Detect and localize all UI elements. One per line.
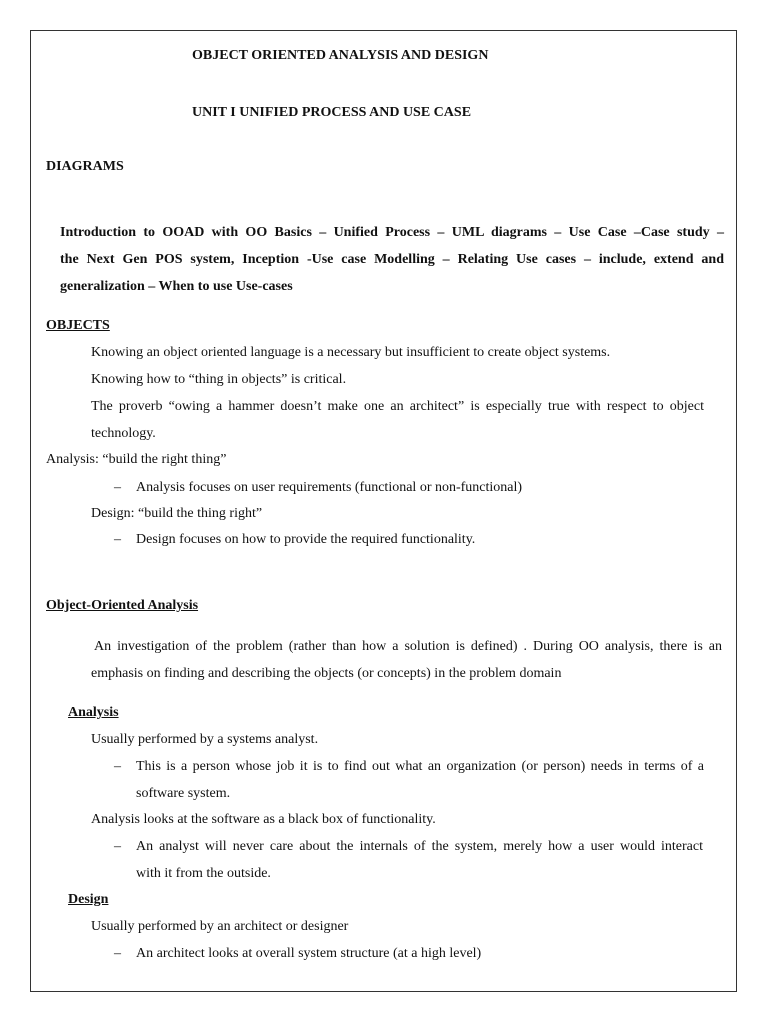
design-bullet: Design focuses on how to provide the required functionality. xyxy=(136,532,476,547)
bullet-dash: – xyxy=(114,839,121,854)
analysis-bullet-2: An analyst will never care about the internals of the system, merely how a user would interact xyxy=(136,839,703,854)
bullet-dash: – xyxy=(114,946,121,961)
bullet-dash: – xyxy=(114,759,121,774)
objects-heading: OBJECTS xyxy=(46,318,110,333)
analysis-paragraph-1: Usually performed by a systems analyst. xyxy=(91,732,319,747)
unit-title: UNIT I UNIFIED PROCESS AND USE CASE xyxy=(192,105,472,120)
syllabus-line-2: the Next Gen POS system, Inception -Use case Modelling – Relating Use cases – include, extend and xyxy=(60,252,724,267)
ooa-paragraph: An investigation of the problem (rather than how a solution is defined) . During OO analysis, there is an xyxy=(94,639,722,654)
design-bullet-1: An architect looks at overall system structure (at a high level) xyxy=(136,946,482,961)
objects-paragraph-3: The proverb “owing a hammer doesn’t make one an architect” is especially true with respect to object xyxy=(91,399,704,414)
design-label: Design: “build the thing right” xyxy=(91,506,263,521)
analysis-heading: Analysis xyxy=(68,705,119,720)
analysis-bullet-1-cont: software system. xyxy=(136,786,231,801)
analysis-bullet: Analysis focuses on user requirements (functional or non-functional) xyxy=(136,480,523,495)
analysis-paragraph-2: Analysis looks at the software as a black box of functionality. xyxy=(91,812,436,827)
bullet-dash: – xyxy=(114,532,121,547)
objects-paragraph-2: Knowing how to “thing in objects” is critical. xyxy=(91,372,347,387)
analysis-label: Analysis: “build the right thing” xyxy=(46,452,227,467)
syllabus-line-1: Introduction to OOAD with OO Basics – Unified Process – UML diagrams – Use Case –Case study – xyxy=(60,225,724,240)
design-heading: Design xyxy=(68,892,109,907)
objects-paragraph-1: Knowing an object oriented language is a necessary but insufficient to create object systems. xyxy=(91,345,611,360)
syllabus-line-3: generalization – When to use Use-cases xyxy=(60,279,293,294)
design-paragraph-1: Usually performed by an architect or designer xyxy=(91,919,349,934)
analysis-bullet-2-cont: with it from the outside. xyxy=(136,866,271,881)
objects-paragraph-3-cont: technology. xyxy=(91,426,156,441)
bullet-dash: – xyxy=(114,480,121,495)
unit-title-continued: DIAGRAMS xyxy=(46,159,124,174)
ooa-paragraph-cont: emphasis on finding and describing the objects (or concepts) in the problem domain xyxy=(91,666,562,681)
analysis-bullet-1: This is a person whose job it is to find out what an organization (or person) needs in terms of a xyxy=(136,759,704,774)
ooa-heading: Object-Oriented Analysis xyxy=(46,598,199,613)
document-title: OBJECT ORIENTED ANALYSIS AND DESIGN xyxy=(192,48,489,63)
